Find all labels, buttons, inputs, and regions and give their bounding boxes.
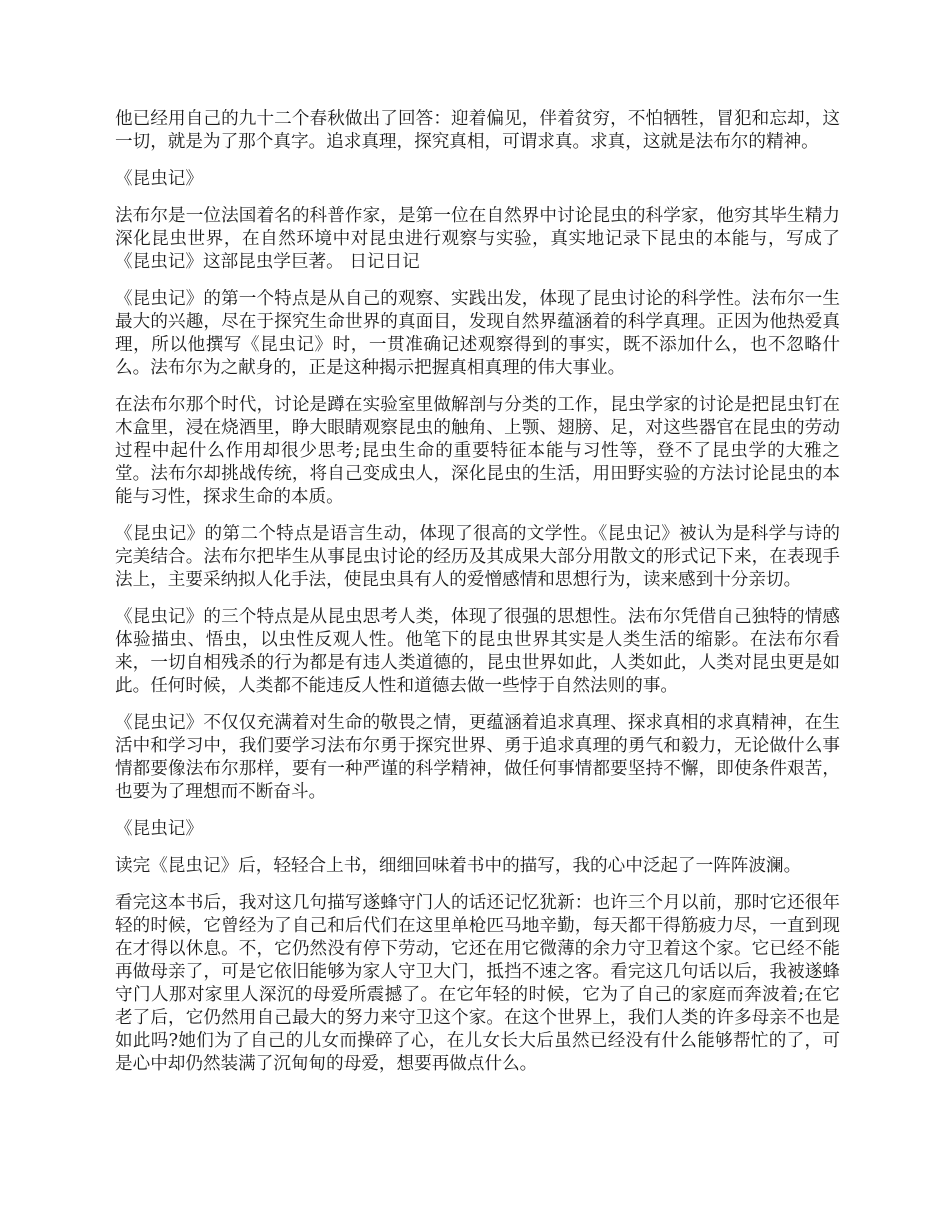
paragraph-feature-two: 《昆虫记》的第二个特点是语言生动，体现了很高的文学性。《昆虫记》被认为是科学与诗的完美结合。法布尔把毕生从事昆虫讨论的经历及其成果大部分用散文的形式记下来，在表现手法上，主要采纳拟人化手法，使昆虫具有人的爱憎感情和思想行为，读来感到十分亲切。 — [115, 524, 840, 590]
paragraph-gatekeeper: 看完这本书后，我对这几句描写遂蜂守门人的话还记忆犹新：也许三个月以前，那时它还很年轻的时候，它曾经为了自己和后代们在这里单枪匹马地辛勤，每天都干得筋疲力尽，一直到现在才得以休息。不，它仍然没有停下劳动，它还在用它微薄的余力守卫着这个家。它已经不能再做母亲了，可是它依旧能够为家人守卫大门，抵挡不速之客。看完这几句话以后，我被遂蜂守门人那对家里人深沉的母爱所震撼了。在它年轻的时候，它为了自己的家庭而奔波着;在它老了后，它仍然用自己最大的努力来守卫这个家。在这个世界上，我们人类的许多母亲不也是如此吗?她们为了自己的儿女而操碎了心，在儿女长大后虽然已经没有什么能够帮忙的了，可是心中却仍然装满了沉甸甸的母爱，想要再做点什么。 — [115, 893, 840, 1074]
section-heading: 《昆虫记》 — [115, 819, 203, 839]
paragraph-after-reading: 读完《昆虫记》后，轻轻合上书，细细回味着书中的描写，我的心中泛起了一阵阵波澜。 — [115, 856, 802, 876]
paragraph-feature-one: 《昆虫记》的第一个特点是从自己的观察、实践出发，体现了昆虫讨论的科学性。法布尔一生最大的兴趣，尽在于探究生命世界的真面目，发现自然界蕴涵着的科学真理。正因为他热爱真理，所以他撰写《昆虫记》时，一贯准确记述观察得到的事实，既不添加什么，也不忽略什么。法布尔为之献身的，正是这种揭示把握真相真理的伟大事业。 — [115, 289, 840, 378]
paragraph-conclusion: 《昆虫记》不仅仅充满着对生命的敬畏之情，更蕴涵着追求真理、探求真相的求真精神，在生活中和学习中，我们要学习法布尔勇于探究世界、勇于追求真理的勇气和毅力，无论做什么事情都要像法布尔那样，要有一种严谨的科学精神，做任何事情都要坚持不懈，即使条件艰苦，也要为了理想而不断奋斗。 — [115, 713, 840, 802]
section-heading: 《昆虫记》 — [115, 169, 203, 189]
paragraph-about-fabre: 法布尔是一位法国着名的科普作家，是第一位在自然界中讨论昆虫的科学家，他穷其毕生精力深化昆虫世界，在自然环境中对昆虫进行观察与实验，真实地记录下昆虫的本能与，写成了《昆虫记》这部昆虫学巨著。 日记日记 — [115, 206, 840, 272]
paragraph-intro: 他已经用自己的九十二个春秋做出了回答：迎着偏见，伴着贫穷，不怕牺牲，冒犯和忘却，这一切，就是为了那个真字。追求真理，探究真相，可谓求真。求真，这就是法布尔的精神。 — [115, 109, 840, 152]
paragraph-feature-three: 《昆虫记》的三个特点是从昆虫思考人类，体现了很强的思想性。法布尔凭借自己独特的情感体验描虫、悟虫，以虫性反观人性。他笔下的昆虫世界其实是人类生活的缩影。在法布尔看来，一切自相残杀的行为都是有违人类道德的，昆虫世界如此，人类如此，人类对昆虫更是如此。任何时候，人类都不能违反人性和道德去做一些悖于自然法则的事。 — [115, 607, 840, 696]
document-body — [115, 108, 840, 1090]
paragraph-era: 在法布尔那个时代，讨论是蹲在实验室里做解剖与分类的工作，昆虫学家的讨论是把昆虫钉在木盒里，浸在烧酒里，睁大眼睛观察昆虫的触角、上颚、翅膀、足，对这些器官在昆虫的劳动过程中起什么作用却很少思考;昆虫生命的重要特征本能与习性等，登不了昆虫学的大雅之堂。法布尔却挑战传统，将自己变成虫人，深化昆虫的生活，用田野实验的方法讨论昆虫的本能与习性，探求生命的本质。 — [115, 395, 840, 507]
